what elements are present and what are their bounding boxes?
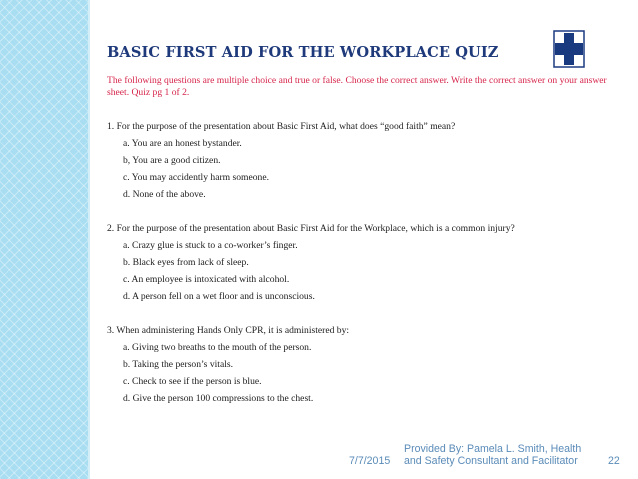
question-1-option-c: c. You may accidently harm someone. — [123, 172, 270, 183]
page-number: 22 — [608, 455, 620, 467]
question-3-option-d: d. Give the person 100 compressions to the chest. — [123, 393, 314, 404]
footer-provider-line-2: and Safety Consultant and Facilitator — [404, 455, 578, 467]
question-1-option-b: b, You are a good citizen. — [123, 155, 221, 166]
question-3-option-a: a. Giving two breaths to the mouth of the person. — [123, 342, 312, 353]
question-3: 3. When administering Hands Only CPR, it is administered by: — [107, 325, 350, 336]
sidebar-divider — [88, 0, 90, 479]
question-1: 1. For the purpose of the presentation about Basic First Aid, what does “good faith” mean? — [107, 121, 456, 132]
footer-provider — [404, 443, 604, 467]
question-2-option-b: b. Black eyes from lack of sleep. — [123, 257, 249, 268]
decorative-sidebar — [0, 0, 88, 479]
footer-provider-line-1: Provided By: Pamela L. Smith, Health — [404, 443, 582, 455]
question-3-option-c: c. Check to see if the person is blue. — [123, 376, 262, 387]
slide-title: BASIC FIRST AID FOR THE WORKPLACE QUIZ — [107, 44, 499, 61]
question-1-option-d: d. None of the above. — [123, 189, 206, 200]
question-2-option-c: c. An employee is intoxicated with alcohol. — [123, 274, 290, 285]
question-2-option-a: a. Crazy glue is stuck to a co-worker’s finger. — [123, 240, 298, 251]
medical-cross-icon — [553, 30, 585, 68]
question-3-option-b: b. Taking the person’s vitals. — [123, 359, 233, 370]
quiz-instructions: The following questions are multiple choice and true or false. Choose the correct answer. Write the correct answer on your answer sheet. Quiz pg 1 of 2. — [107, 75, 607, 98]
footer-date: 7/7/2015 — [349, 455, 391, 467]
question-2: 2. For the purpose of the presentation about Basic First Aid for the Workplace, which is a common injury? — [107, 223, 515, 234]
question-1-option-a: a. You are an honest bystander. — [123, 138, 242, 149]
question-2-option-d: d. A person fell on a wet floor and is unconscious. — [123, 291, 315, 302]
